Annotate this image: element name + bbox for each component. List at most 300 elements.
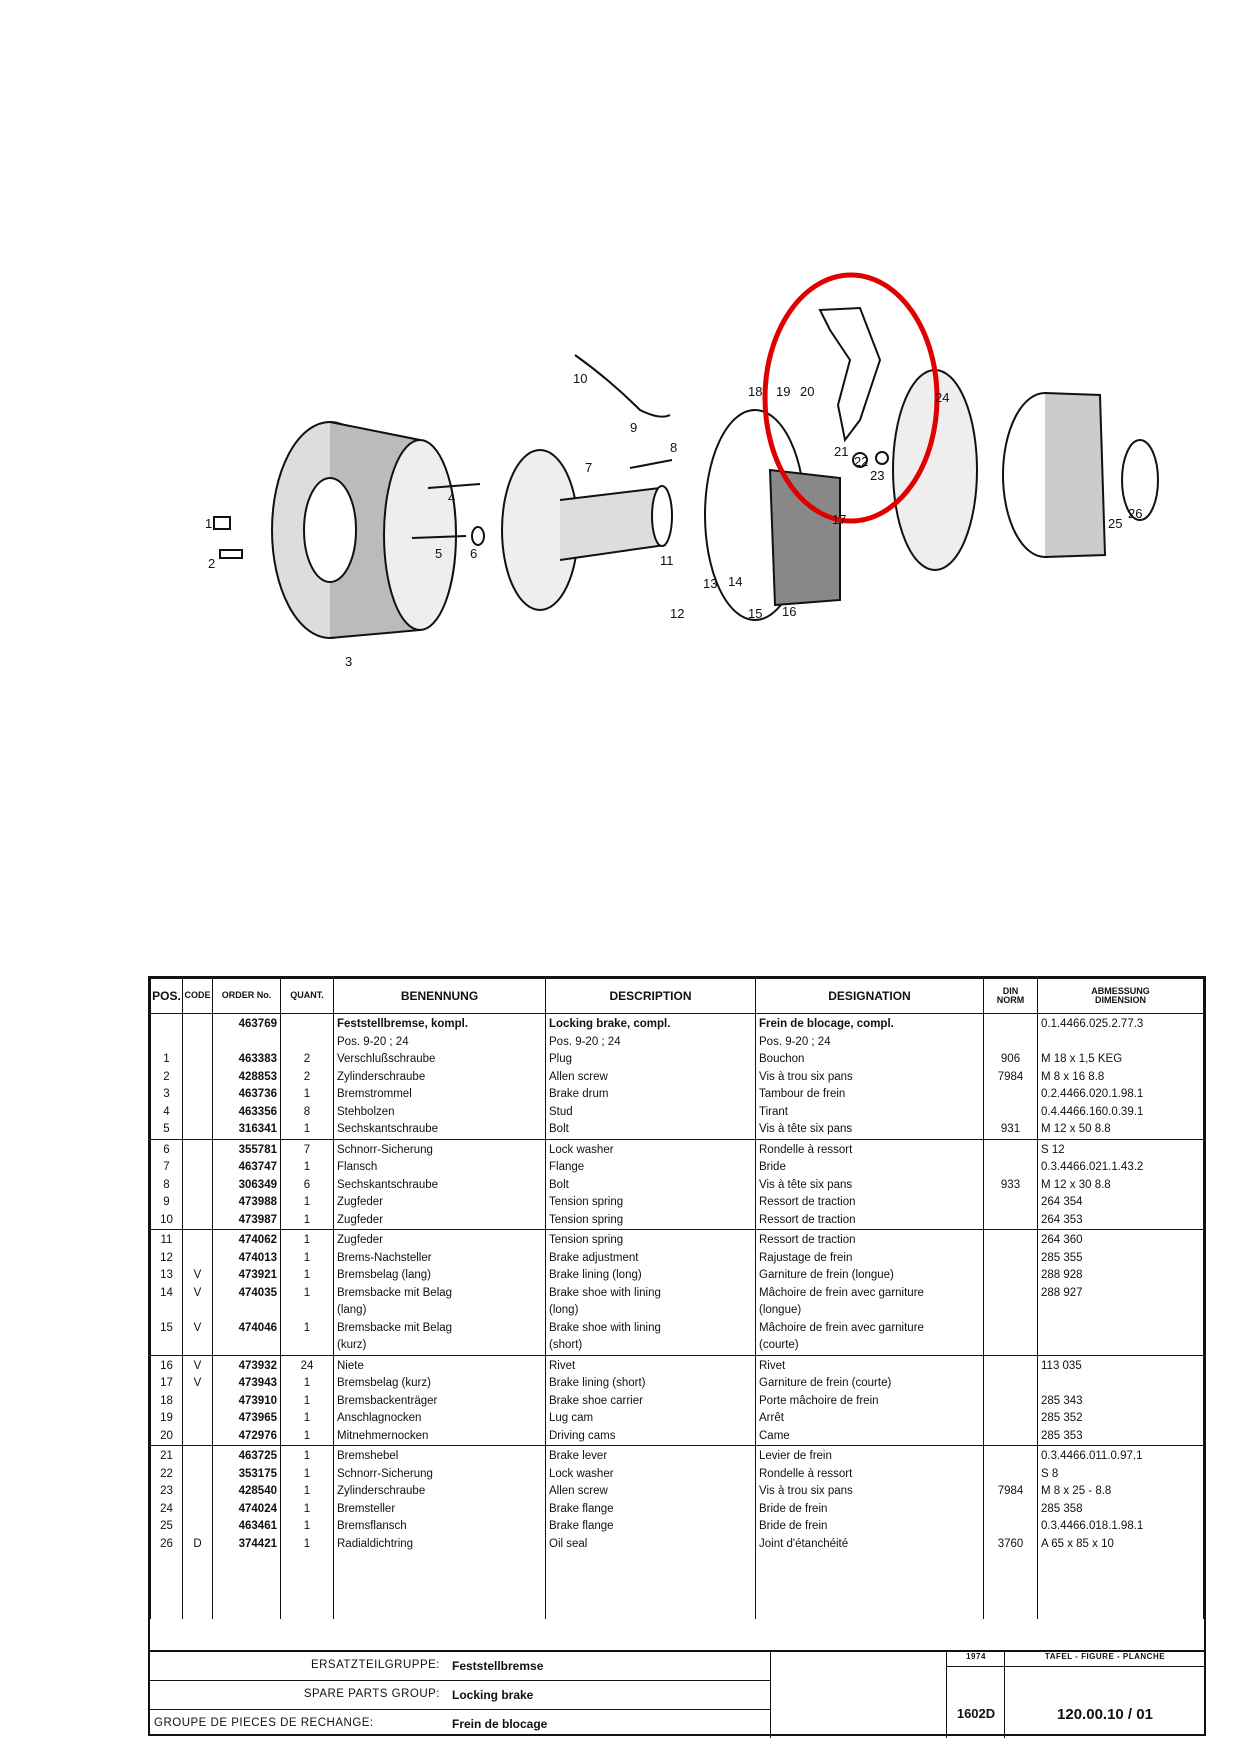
order-no-cell: 463769 (213, 1014, 281, 1034)
designation-cell: Porte mâchoire de frein (756, 1393, 984, 1411)
description-cell: Brake flange (546, 1518, 756, 1536)
col-code: CODE (183, 979, 213, 1014)
description-cell: Bolt (546, 1121, 756, 1139)
callout-number: 24 (935, 390, 950, 405)
dimension-cell: 285 355 (1038, 1250, 1204, 1268)
benennung-cell: Flansch (334, 1159, 546, 1177)
spare-group-value-en: Locking brake (452, 1688, 534, 1702)
table-row (151, 1086, 1204, 1104)
order-no-cell: 474035 (213, 1285, 281, 1303)
quantity-cell: 7 (281, 1139, 334, 1159)
quantity-cell (281, 1014, 334, 1034)
pos-cell (151, 1302, 183, 1320)
benennung-cell: Brems-Nachsteller (334, 1250, 546, 1268)
dimension-cell: M 8 x 25 - 8.8 (1038, 1483, 1204, 1501)
din-norm-cell (984, 1518, 1038, 1536)
quantity-cell: 1 (281, 1446, 334, 1466)
designation-cell: Frein de blocage, compl. (756, 1014, 984, 1034)
table-row (151, 1355, 1204, 1375)
table-row (151, 1121, 1204, 1139)
order-no-cell: 463725 (213, 1446, 281, 1466)
code-cell (183, 1139, 213, 1159)
pos-cell: 9 (151, 1194, 183, 1212)
designation-cell: Ressort de traction (756, 1194, 984, 1212)
order-no-cell: 473910 (213, 1393, 281, 1411)
description-cell: Driving cams (546, 1428, 756, 1446)
designation-cell: Tambour de frein (756, 1086, 984, 1104)
footer-blank-box (770, 1652, 947, 1738)
code-cell (183, 1302, 213, 1320)
din-norm-cell (984, 1230, 1038, 1250)
code-cell (183, 1051, 213, 1069)
din-norm-cell (984, 1501, 1038, 1519)
empty-cell (213, 1553, 281, 1619)
pos-cell: 12 (151, 1250, 183, 1268)
parts-table-body (151, 1014, 1204, 1620)
designation-cell: Rajustage de frein (756, 1250, 984, 1268)
table-row (151, 1104, 1204, 1122)
order-no-cell (213, 1034, 281, 1052)
benennung-cell: Zugfeder (334, 1230, 546, 1250)
benennung-cell: Bremstrommel (334, 1086, 546, 1104)
quantity-cell: 1 (281, 1428, 334, 1446)
callout-number: 5 (435, 546, 443, 561)
order-no-cell: 306349 (213, 1177, 281, 1195)
description-cell: Brake lining (short) (546, 1375, 756, 1393)
code-cell: V (183, 1285, 213, 1303)
quantity-cell: 1 (281, 1285, 334, 1303)
designation-cell: Tirant (756, 1104, 984, 1122)
empty-cell (1038, 1553, 1204, 1619)
designation-cell: Bouchon (756, 1051, 984, 1069)
table-row (151, 1069, 1204, 1087)
description-cell: Locking brake, compl. (546, 1014, 756, 1034)
callout-number: 20 (800, 384, 815, 399)
table-row (151, 1177, 1204, 1195)
dimension-cell: M 12 x 50 8.8 (1038, 1121, 1204, 1139)
bolt-8-part (630, 460, 672, 468)
plug-part (214, 517, 230, 529)
designation-cell: Vis à trou six pans (756, 1069, 984, 1087)
callout-number: 13 (703, 576, 718, 591)
code-cell (183, 1230, 213, 1250)
din-norm-cell (984, 1466, 1038, 1484)
footer-row-fr (150, 1710, 770, 1738)
code-cell (183, 1177, 213, 1195)
benennung-cell: Bremsbacke mit Belag (334, 1285, 546, 1303)
din-norm-cell (984, 1320, 1038, 1338)
dimension-cell: 0.1.4466.025.2.77.3 (1038, 1014, 1204, 1034)
din-norm-cell (984, 1194, 1038, 1212)
table-row (151, 1501, 1204, 1519)
order-no-cell: 473965 (213, 1410, 281, 1428)
dimension-cell: 288 928 (1038, 1267, 1204, 1285)
callout-number: 25 (1108, 516, 1123, 531)
quantity-cell: 1 (281, 1121, 334, 1139)
table-row (151, 1267, 1204, 1285)
description-cell: Plug (546, 1051, 756, 1069)
benennung-cell: Pos. 9-20 ; 24 (334, 1034, 546, 1052)
order-no-cell: 474013 (213, 1250, 281, 1268)
allen-screw-small-part (220, 550, 242, 558)
callout-number: 11 (660, 553, 674, 568)
din-norm-cell (984, 1302, 1038, 1320)
designation-cell: Bride de frein (756, 1501, 984, 1519)
callout-number: 19 (776, 384, 791, 399)
spare-group-value-de: Feststellbremse (452, 1659, 544, 1673)
plate-number: 120.00.10 / 01 (1057, 1706, 1153, 1723)
description-cell: Brake lining (long) (546, 1267, 756, 1285)
code-cell (183, 1466, 213, 1484)
code-cell (183, 1393, 213, 1411)
code-cell (183, 1104, 213, 1122)
order-no-cell: 473943 (213, 1375, 281, 1393)
designation-cell: Mâchoire de frein avec garniture (756, 1285, 984, 1303)
pos-cell: 19 (151, 1410, 183, 1428)
footer-plate-box (1004, 1652, 1205, 1738)
dimension-cell: 0.3.4466.011.0.97.1 (1038, 1446, 1204, 1466)
benennung-cell: Zylinderschraube (334, 1483, 546, 1501)
order-no-cell: 473987 (213, 1212, 281, 1230)
pos-cell: 6 (151, 1139, 183, 1159)
table-row (151, 1159, 1204, 1177)
col-description: DESCRIPTION (546, 979, 756, 1014)
description-cell: Brake lever (546, 1446, 756, 1466)
din-norm-cell (984, 1139, 1038, 1159)
callout-number: 12 (670, 606, 685, 621)
description-cell: Brake drum (546, 1086, 756, 1104)
pos-cell: 1 (151, 1051, 183, 1069)
order-no-cell: 474024 (213, 1501, 281, 1519)
benennung-cell: Stehbolzen (334, 1104, 546, 1122)
dimension-cell: M 18 x 1,5 KEG (1038, 1051, 1204, 1069)
benennung-cell: Bremsbelag (kurz) (334, 1375, 546, 1393)
din-norm-cell (984, 1428, 1038, 1446)
drawing-number: 1602D (956, 1706, 996, 1721)
order-no-cell: 463736 (213, 1086, 281, 1104)
callout-number: 22 (854, 454, 869, 469)
dimension-cell: 264 354 (1038, 1194, 1204, 1212)
callout-number: 1 (205, 516, 213, 531)
description-cell: Pos. 9-20 ; 24 (546, 1034, 756, 1052)
table-row (151, 1014, 1204, 1034)
pos-cell: 25 (151, 1518, 183, 1536)
order-no-cell: 474062 (213, 1230, 281, 1250)
dimension-cell: M 12 x 30 8.8 (1038, 1177, 1204, 1195)
benennung-cell: Mitnehmernocken (334, 1428, 546, 1446)
designation-cell: Levier de frein (756, 1446, 984, 1466)
benennung-cell: (lang) (334, 1302, 546, 1320)
col-pos: POS. (151, 979, 183, 1014)
code-cell (183, 1483, 213, 1501)
description-cell: Tension spring (546, 1212, 756, 1230)
table-row (151, 1428, 1204, 1446)
sheet-footer (150, 1650, 1204, 1738)
din-norm-cell: 7984 (984, 1069, 1038, 1087)
pos-cell: 2 (151, 1069, 183, 1087)
footer-row-en (150, 1681, 770, 1710)
quantity-cell: 1 (281, 1159, 334, 1177)
description-cell: Brake adjustment (546, 1250, 756, 1268)
designation-cell: Ressort de traction (756, 1212, 984, 1230)
code-cell (183, 1159, 213, 1177)
designation-cell: Vis à tête six pans (756, 1177, 984, 1195)
description-cell: Allen screw (546, 1483, 756, 1501)
order-no-cell: 316341 (213, 1121, 281, 1139)
designation-cell: (courte) (756, 1337, 984, 1355)
callout-number: 17 (832, 512, 847, 527)
din-norm-cell (984, 1014, 1038, 1034)
dimension-cell: 113 035 (1038, 1355, 1204, 1375)
table-row (151, 1034, 1204, 1052)
benennung-cell: Zylinderschraube (334, 1069, 546, 1087)
order-no-cell (213, 1337, 281, 1355)
order-no-cell: 355781 (213, 1139, 281, 1159)
code-cell: D (183, 1536, 213, 1554)
order-no-cell: 473988 (213, 1194, 281, 1212)
order-no-cell: 428540 (213, 1483, 281, 1501)
order-no-cell: 374421 (213, 1536, 281, 1554)
benennung-cell: Zugfeder (334, 1194, 546, 1212)
description-cell: Brake flange (546, 1501, 756, 1519)
dimension-cell (1038, 1034, 1204, 1052)
designation-cell: Garniture de frein (courte) (756, 1375, 984, 1393)
table-row (151, 1250, 1204, 1268)
description-cell: Lug cam (546, 1410, 756, 1428)
designation-cell: Vis à trou six pans (756, 1483, 984, 1501)
quantity-cell: 1 (281, 1483, 334, 1501)
callout-number: 26 (1128, 506, 1143, 521)
din-norm-cell (984, 1086, 1038, 1104)
benennung-cell: Niete (334, 1355, 546, 1375)
code-cell (183, 1014, 213, 1034)
pos-cell: 20 (151, 1428, 183, 1446)
description-cell: Lock washer (546, 1139, 756, 1159)
callout-number: 9 (630, 420, 638, 435)
pos-cell (151, 1034, 183, 1052)
pos-cell: 7 (151, 1159, 183, 1177)
callout-number: 4 (448, 490, 456, 505)
din-norm-cell (984, 1375, 1038, 1393)
table-row (151, 1212, 1204, 1230)
code-cell (183, 1337, 213, 1355)
year-label: 1974 (947, 1652, 1005, 1667)
din-norm-cell (984, 1034, 1038, 1052)
callout-number: 3 (345, 654, 353, 669)
designation-cell: Garniture de frein (longue) (756, 1267, 984, 1285)
dimension-cell: 0.3.4466.018.1.98.1 (1038, 1518, 1204, 1536)
code-cell (183, 1446, 213, 1466)
din-norm-cell (984, 1446, 1038, 1466)
empty-cell (151, 1553, 183, 1619)
dimension-cell (1038, 1337, 1204, 1355)
callout-number: 15 (748, 606, 763, 621)
code-cell (183, 1212, 213, 1230)
table-row (151, 1139, 1204, 1159)
quantity-cell (281, 1337, 334, 1355)
quantity-cell: 1 (281, 1320, 334, 1338)
code-cell (183, 1428, 213, 1446)
description-cell: Brake shoe carrier (546, 1393, 756, 1411)
din-norm-cell: 3760 (984, 1536, 1038, 1554)
din-norm-cell (984, 1285, 1038, 1303)
benennung-cell: Bremsflansch (334, 1518, 546, 1536)
callout-number: 23 (870, 468, 885, 483)
quantity-cell: 24 (281, 1355, 334, 1375)
washer-part (472, 527, 484, 545)
spare-group-label-en: SPARE PARTS GROUP: (303, 1688, 440, 1700)
code-cell (183, 1121, 213, 1139)
quantity-cell (281, 1302, 334, 1320)
pos-cell: 16 (151, 1355, 183, 1375)
benennung-cell: Feststellbremse, kompl. (334, 1014, 546, 1034)
din-norm-cell (984, 1250, 1038, 1268)
allen-screw-part (876, 452, 888, 464)
pos-cell: 22 (151, 1466, 183, 1484)
table-row (151, 1194, 1204, 1212)
spare-group-value-fr: Frein de blocage (452, 1717, 548, 1731)
callout-number: 8 (670, 440, 678, 455)
dimension-cell: 0.4.4466.160.0.39.1 (1038, 1104, 1204, 1122)
callout-number: 14 (728, 574, 743, 589)
callout-number: 10 (573, 371, 588, 386)
quantity-cell: 1 (281, 1501, 334, 1519)
table-header-row (151, 979, 1204, 1014)
benennung-cell: Bremsteller (334, 1501, 546, 1519)
pos-cell: 3 (151, 1086, 183, 1104)
pos-cell: 14 (151, 1285, 183, 1303)
table-row (151, 1230, 1204, 1250)
description-cell: Bolt (546, 1177, 756, 1195)
description-cell: Brake shoe with lining (546, 1285, 756, 1303)
brake-drum-part (272, 422, 456, 638)
benennung-cell: Bremshebel (334, 1446, 546, 1466)
quantity-cell: 1 (281, 1194, 334, 1212)
table-row (151, 1466, 1204, 1484)
quantity-cell: 1 (281, 1518, 334, 1536)
col-designation: DESIGNATION (756, 979, 984, 1014)
exploded-view-drawing (0, 0, 1240, 760)
dimension-cell: 285 343 (1038, 1393, 1204, 1411)
order-no-cell: 428853 (213, 1069, 281, 1087)
description-cell: Flange (546, 1159, 756, 1177)
description-cell: (long) (546, 1302, 756, 1320)
quantity-cell: 1 (281, 1393, 334, 1411)
din-norm-cell: 933 (984, 1177, 1038, 1195)
table-row (151, 1285, 1204, 1303)
quantity-cell: 1 (281, 1267, 334, 1285)
benennung-cell: Bremsbacke mit Belag (334, 1320, 546, 1338)
order-no-cell: 463356 (213, 1104, 281, 1122)
table-row (151, 1518, 1204, 1536)
col-benennung: BENENNUNG (334, 979, 546, 1014)
code-cell: V (183, 1320, 213, 1338)
spare-group-label-de: ERSATZTEILGRUPPE: (310, 1659, 440, 1671)
dimension-cell: 264 353 (1038, 1212, 1204, 1230)
tension-spring-part (575, 355, 670, 417)
code-cell: V (183, 1375, 213, 1393)
callout-number: 21 (834, 444, 849, 459)
plate-label: TAFEL - FIGURE - PLANCHE (1005, 1652, 1205, 1667)
order-no-cell: 353175 (213, 1466, 281, 1484)
benennung-cell: Radialdichtring (334, 1536, 546, 1554)
description-cell: Stud (546, 1104, 756, 1122)
designation-cell: Pos. 9-20 ; 24 (756, 1034, 984, 1052)
order-no-cell: 473932 (213, 1355, 281, 1375)
pos-cell: 24 (151, 1501, 183, 1519)
table-row (151, 1536, 1204, 1554)
code-cell (183, 1501, 213, 1519)
description-cell: (short) (546, 1337, 756, 1355)
quantity-cell: 8 (281, 1104, 334, 1122)
pos-cell: 5 (151, 1121, 183, 1139)
dimension-cell: 285 358 (1038, 1501, 1204, 1519)
code-cell (183, 1194, 213, 1212)
quantity-cell: 1 (281, 1536, 334, 1554)
spare-group-label-fr: GROUPE DE PIECES DE RECHANGE: (154, 1717, 374, 1729)
dimension-cell: 0.3.4466.021.1.43.2 (1038, 1159, 1204, 1177)
din-norm-cell (984, 1104, 1038, 1122)
benennung-cell: Schnorr-Sicherung (334, 1466, 546, 1484)
quantity-cell: 2 (281, 1069, 334, 1087)
order-no-cell: 463461 (213, 1518, 281, 1536)
code-cell (183, 1034, 213, 1052)
description-cell: Tension spring (546, 1194, 756, 1212)
dimension-cell: 285 352 (1038, 1410, 1204, 1428)
pos-cell: 23 (151, 1483, 183, 1501)
din-norm-cell: 931 (984, 1121, 1038, 1139)
benennung-cell: Zugfeder (334, 1212, 546, 1230)
callout-number: 2 (208, 556, 216, 571)
code-cell: V (183, 1355, 213, 1375)
pos-cell: 15 (151, 1320, 183, 1338)
callout-number: 16 (782, 604, 797, 619)
dimension-cell: A 65 x 85 x 10 (1038, 1536, 1204, 1554)
parts-table (150, 978, 1204, 1619)
din-norm-cell (984, 1159, 1038, 1177)
empty-cell (334, 1553, 546, 1619)
designation-cell: Came (756, 1428, 984, 1446)
benennung-cell: (kurz) (334, 1337, 546, 1355)
col-order-no: ORDER No. (213, 979, 281, 1014)
callout-number: 7 (585, 460, 593, 475)
table-row (151, 1375, 1204, 1393)
callout-number: 18 (748, 384, 763, 399)
description-cell: Rivet (546, 1355, 756, 1375)
designation-cell: Ressort de traction (756, 1230, 984, 1250)
footer-row-de (150, 1652, 770, 1681)
table-row (151, 1410, 1204, 1428)
quantity-cell: 1 (281, 1212, 334, 1230)
dimension-cell: 0.2.4466.020.1.98.1 (1038, 1086, 1204, 1104)
quantity-cell: 1 (281, 1410, 334, 1428)
pos-cell: 13 (151, 1267, 183, 1285)
order-no-cell (213, 1302, 281, 1320)
pos-cell (151, 1014, 183, 1034)
benennung-cell: Sechskantschraube (334, 1121, 546, 1139)
empty-cell (183, 1553, 213, 1619)
din-norm-cell (984, 1410, 1038, 1428)
order-no-cell: 474046 (213, 1320, 281, 1338)
designation-cell: Bride de frein (756, 1518, 984, 1536)
pos-cell (151, 1337, 183, 1355)
benennung-cell: Schnorr-Sicherung (334, 1139, 546, 1159)
footer-drawing-box (946, 1652, 1005, 1738)
code-cell (183, 1518, 213, 1536)
table-row (151, 1302, 1204, 1320)
callout-number: 6 (470, 546, 478, 561)
dimension-cell: M 8 x 16 8.8 (1038, 1069, 1204, 1087)
